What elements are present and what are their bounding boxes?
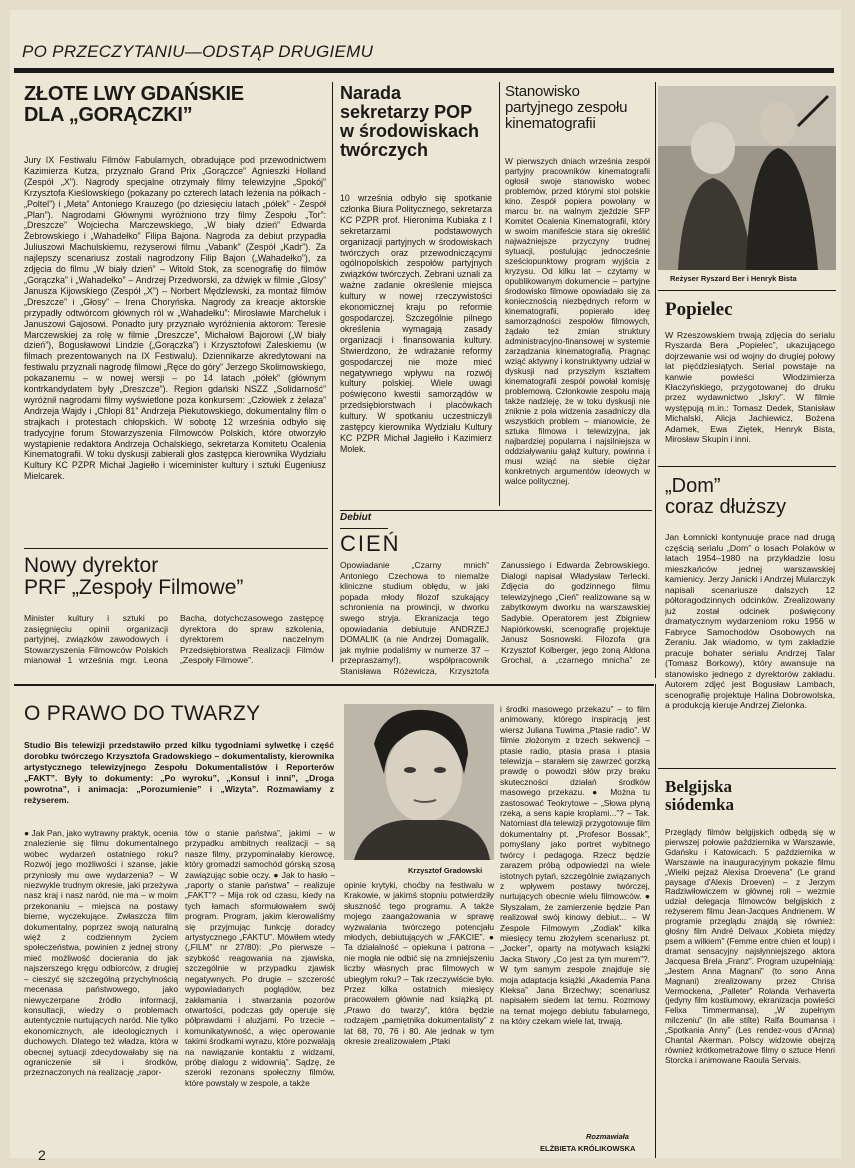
stanowisko-title: Stanowisko partyjnego zespołu kinematografii [505, 83, 628, 132]
zlote-lwy-title [24, 84, 314, 126]
stanowisko-text: W pierwszych dniach września zespół partyjny pracowników kinematografii ogłosił swoje stanowisko wobec problemów, przed którymi stoi polskie kino. Zespół popiera powołany w marcu br. na walnym zjeździe SFP Komitet Ocalenia Kinematografii, który w swoim manifeście stara się określić najważniejsze przyczyny trudnej sytuacji, postulując jednocześnie sześciopunktowy program wyjścia z kryzysu. Od kilku lat – czytamy w opublikowanym dokumencie – partyjne środowisko filmowe opowiadało się za koniecznością niezbędnych reform w kinematografii, popierało ideę samorządności zespołów filmowych, żądało też zmian struktury administracyjno-finansowej w systemie zarządzania kinematografią. Pragnąc wziąć aktywny i konstruktywny udział w dyskusji nad przyszłym kształtem kinematografii zespół powołał komisję problemową. Członkowie zespołu mają także nadzieję, że w toku dyskusji nie zniknie z pola widzenia zasadniczy dla wszystkich problem – mianowicie, że sztuka filmowa i telewizyjna, jak najbardziej popularna i najsilniejsza w oddziaływaniu gałąź kultury, powinna i musi wziąć na siebie ciężar konkretnych argumentów ideowych w walce politycznej. [505, 156, 650, 486]
dom-text: Jan Łomnicki kontynuuje prace nad drugą częścią serialu „Dom” o losach Polaków w latach 1954–1980 na przykładzie losu mieszkańców jednej warszawskiej kamienicy. Jerzy Janicki i Andrzej Mularczyk napisali scenariusze dalszych 12 półtoragodzinnych odcinków. Zrealizowany już został odcinek poświęcony dramatycznym wydarzeniom roku 1956 w Fabryce Samochodów Osobowych na Żeraniu. Jak wiadomo, w tym zakładzie pracuje bohater serialu Andrzej Talar (Tomasz Borkowy), który awansuje na stanowisko jednego z dyrektorów zakładu. Autorem zdjęć jest Bogusław Lambach, scenografię projektuje Halina Dobrowolska, a produkcją kieruje Andrzej Zielonka. [665, 532, 835, 710]
popielec-text: W Rzeszowskiem trwają zdjęcia do serialu Ryszarda Bera „Popielec”, ukazującego dojrzewanie wsi od wojny do drugiej połowy lat pięćdziesiątych. Serial powstaje na kanwie powieści Włodzimierza Kłaczyńskiego, przygotowanej do druku przez wydawnictwo „Iskry”. W filmie występują m.in.: Tomasz Dedek, Stanisław Michalski, Alicja Jachiewicz, Bożena Adamek, Ewa Ziętek, Henryk Bista, Mirosław Skupin i inni. [665, 330, 835, 445]
zlote-lwy-title-line2: DLA „GORĄCZKI” [24, 104, 193, 126]
column-rule-1 [332, 82, 333, 662]
nowy-dyrektor-title-line1: Nowy dyrektor [24, 554, 159, 577]
zlote-lwy-text: Jury IX Festiwalu Filmów Fabularnych, obradujące pod przewodnictwem Kazimierza Kutza, przyznało Grand Prix „Gorączce” Agnieszki Holland (Zespół „X”). Nagrody specjalne otrzymały filmy telewizyjne „Spokój” Krzysztofa Kieślowskiego (pokazany po czterech latach leżenia na półkach - „Poltel”) i „Meta” Antoniego Krauzego (po dziesięciu latach „półek” - Zespół „Plan”). Nagrodami Głównymi wyróżniono trzy filmy Zespołu „Tor”: „Dreszcze” Wojciecha Marczewskiego, „W biały dzień” Edwarda Żebrowskiego i „Wahadełko” Filipa Bajona. Nagroda za debiut przypadła Juliuszowi Machulskiemu, reżyserowi filmu „Vabank” (Zespół „Kadr”). Za najlepszy scenariusz zostali nagrodzony Filip Bajon („Wahadełko”), za zdjęcia do filmu „W biały dzień” – Witold Stok, za scenografię do filmów „Gorączka” i „Wahadełko” – Andrzej Przedworski, za dźwięk w filmie „Glosy” Janusza Kijowskiego (Zespół „X”) – Norbert Mędzlewski, za montaż filmów „Dreszcze” i „Głosy” – Irena Choryńska. Nagrody za kreacje aktorskie przypadły odtwórcom głównych ról w „Wahadełku”: Mirosławie Marcheluk i Januszowi Gajosowi. Ponadto jury przyznało wyróżnienia aktorom: Teresie Marczewskiej za rolę w filmie „Dreszcze”, Michałowi Bajorowi („W biały dzień”), Bogusławowi Lindzie („Gorączka”) i Krzysztofowi Zaleskiemu (w filmach prezentowanych na IX Festiwalu). Dziennikarze akredytowani na festiwalu przyznali nagrodę filmowi „Ręce do góry” Jerzego Skolimowskiego, pokazanemu – w nowej wersji – po 14 latach „półek” (głównym kontrkandydatem były „Dreszcze”). Region gdański NSZZ „Solidarność” wyróżnił nagrodami filmy wyświetlone poza konkursem: „Człowiek z żelaza” Andrzeja Wajdy i „Chłopi 81” Andrzeja Piekutowskiego, dokumentalny film o strajkach i protestach chłopskich. W sobotę 12 września odbyło się tradycyjne forum Stowarzyszenia Filmowców Polskich, które otworzyło wystąpienie redaktora Andrzeja Ochalskiego, sekretarza Komitetu Ocalenia Kinematografii. W toku dyskusji zabierali głos zastępca kierownika Wydziału Kultury KC PZPR Michał Jagiełło i wiceminister kultury i sztuki Eugeniusz Mielcarek. [24, 155, 326, 482]
dom-title-line2: coraz dłuższy [665, 496, 787, 518]
belgijska-title-line1: Belgijska [665, 777, 733, 796]
signature-label: Rozmawiała [586, 1132, 629, 1141]
prawo-lead: Studio Bis telewizji przedstawiło przed kilku tygodniami sylwetkę i część dorobku twórczego Krzysztofa Gradowskiego – dokumentalisty, kierownika artystycznego telewizyjnego Zespołu Dokumentalistów i Reporterów „FAKT”. Były to dokumenty: „Po wyroku”, „Konsul i inni”, „Droga powrotna”, i animacja: „Porozumienie” i „Wizyta”. Rozmawiamy z reżyserem. [24, 740, 334, 805]
nowy-dyrektor-text: Minister kultury i sztuki po zasięgnięciu opinii organizacji partyjnej, związków zawodowych i Stowarzyszenia Filmowców Polskich mianował 1 września mgr. Leona Bacha, dotychczasowego zastępcę dyrektora do spraw szkolenia, dyrektorem naczelnym Przedsiębiorstwa Realizacji Filmów „Zespoły Filmowe”. [24, 613, 324, 666]
dom-title-line1: „Dom” [665, 475, 721, 497]
header-rule [14, 68, 834, 73]
page-frame [10, 10, 841, 1163]
photo-director-and-actor [658, 86, 836, 270]
debiut-label-rule [340, 528, 388, 529]
prawo-column-3: opinie krytyki, choćby na festiwalu w Krakowie, w jakimś stopniu potwierdziły słuszność tego programu. A także mojego zaangażowania w sprawę wyzwalania twórczego potencjału młodych, debiutujących w „FAKCIE”. ● Ta działalność – opiekuna i patrona – nie mogła nie odbić się na zmniejszeniu liczby własnych prac filmowych w ubiegłym roku? – Tak rzeczywiście było. Przez kilka ostatnich miesięcy pracowałem głównie nad książką pt. „Prawo do twarzy”, która będzie rodzajem „pamiętnika dokumentalisty” z lat 68, 70, 76 i 80. Ale jednak w tym okresie zrealizowałem „Ptaki [344, 880, 494, 1047]
photo-krzysztof-gradowski [344, 704, 494, 860]
dom-rule [658, 768, 836, 769]
belgijska-title-line2: siódemka [665, 794, 734, 814]
narada-title: Narada sekretarzy POP w środowiskach twórczych [340, 83, 480, 160]
bottom-section-rule [14, 684, 654, 686]
belgijska-title [665, 778, 835, 814]
photo-director-and-actor-image [658, 86, 836, 270]
popielec-title: Popielec [665, 299, 733, 320]
photo-caption-top: Reżyser Ryszard Ber i Henryk Bista [670, 274, 797, 283]
caption-rule [658, 290, 836, 291]
portrait-image [344, 704, 494, 860]
prawo-title: O PRAWO DO TWARZY [24, 702, 261, 725]
debiut-text: Opowiadanie „Czarny mnich” Antoniego Czechowa to niemalże kliniczne studium obłędu, w jaki popada młody filozof szukający schronienia na prowincji, w dworku swego stryja. Ekranizacja tego opowiadania debiutuje ANDRZEJ DOMALIK (a nie Andrzej Domagalik, jak mylnie podaliśmy w numerze 37 – przepraszamy!), współpracownik Stanisława Różewicza, Krzysztofa Zanussiego i Edwarda Żebrowskiego. Dialogi napisał Władysław Terlecki. Zdjęcia do godzinnego filmu telewizyjnego „Cień” realizowane są w zabytkowym dworku na warszawskiej Sadybie. Operatorem jest Zbigniew Napiórkowski, scenografię projektuje Janusz Sosnowski. Filozofa gra Krzysztof Kolberger, jego żoną Aldona Grochal, a „czarnego mnicha” ze [340, 560, 650, 676]
prawo-column-1: ● Jak Pan, jako wytrawny praktyk, ocenia znalezienie się filmu dokumentalnego wobec wydarzeń ostatniego roku? Rozwój jego możliwości i szanse, jakie przyniosły mu owe wydarzenia? – W niezwykle trudnym okresie, jaki przeżywa nasz kraj i nasz naród, nie ma – w moim przekonaniu – miejsca na postawy bierne, wyczekujące. Zwłaszcza film dokumentalny, poprzez swoją naturalną więź z codziennym życiem społeczeństwa, powinien z jednej strony mieć możliwość docierania do jak najszerszego kręgu odbiorców, z drugiej – cieszyć się szczególną przychylnością mecenasa państwowego, jako niewyczerpane źródło informacji, konsultacji, wiedzy o problemach autentycznie nurtujących naród. Nie tylko ekonomicznych, ale ideologicznych i duchowych. Dlatego też władza, która w obecnej sytuacji zdecydowałaby się na ograniczenie sił i środków, przeznaczonych na realizację „rapor- [24, 828, 178, 1078]
dom-title [665, 476, 835, 518]
nowy-dyrektor-title [24, 555, 328, 599]
signature-name: ELŻBIETA KRÓLIKOWSKA [540, 1144, 636, 1153]
debiut-label: Debiut [340, 512, 372, 523]
page-number: 2 [38, 1147, 46, 1163]
nowy-dyrektor-rule-top [24, 548, 328, 549]
column-rule-3 [655, 82, 656, 678]
column-rule-2 [499, 82, 500, 506]
photo-caption-gradowski: Krzysztof Gradowski [408, 866, 483, 875]
column-rule-bottom-right [655, 684, 656, 1158]
debiut-rule-top [340, 510, 652, 511]
debiut-title: CIEŃ [340, 531, 401, 556]
nowy-dyrektor-title-line2: PRF „Zespoły Filmowe” [24, 576, 244, 600]
belgijska-text: Przeglądy filmów belgijskich odbędą się w pierwszej połowie października w Warszawie, Gdańsku i Katowicach. 5 października w Warszawie na inauguracyjnym pokazie filmu „Wielki pejzaż Alexisa Droevena” (Le grand paysage d'Alexis Droeven) – z Jerzym Radziwiłowiczem w głównej roli – wezmie udział delegacja filmowców belgijskich z reżyserem filmu Jean-Jacques Andrienem. W programie przeglądu znajdą się również: głośny film André Delvaux „Kobieta między psem a wilkiem” (Femme entre chien et loup) i dramat sensacyjny najsłynniejszego aktora Jacquesa Brela „Franz”. Program uzupełniają: „Jestem Anna Magnani” (to sono Anna Magnani) zrealizowany przez Chrisa Vermockena, „Palleter” Rolanda Verhaverta (jedyny film kostiumowy, ekranizacja powieści Felixa Timmermansa), „W zupełnym milczeniu” (In alle stilte) Ralfa Boumansa i „Spotkania Anny” (Les rendez-vous d'Anna) Chantal Akerman. Polscy widzowie obejrzą również krótkometrażowe filmy o sztuce Henri Storcka i animowane Raoula Servais. [665, 828, 835, 1065]
prawo-column-2: tów o stanie państwa”, jakimi – w przypadku ambitnych realizacji – są nasze filmy, przypominałaby kierowcę, który gromadzi samochód górską szosą zawiązując sobie oczy. ● Jak to hasło – „raporty o stanie państwa” – realizuje „FAKT”? – Mija rok od czasu, kiedy na tych łamach sformułowałem swój program. Program, jakim kierowaliśmy się przyjmując funkcję doradcy artystycznego „FAKTU”. Mówiłem wtedy („FILM” nr 27/80): „Po pierwsze – szybkość reagowania na zjawiska, szczególnie w przypadku zjawisk negatywnych. Po drugie – szczerość wypowiadanych poglądów, bez zakłamania i stwarzania pozorów otwartości, podczas gdy operuje się półprawdami i aluzjami. Po trzecie – komunikatywność, a więc operowanie takimi środkami wyrazu, które pozwalają na nawiązanie kontaktu z widzami, próbę dialogu z widownią”. Sądzę, że szeroki rezonans społeczny filmów, które powstały w zespole, a także [185, 828, 335, 1088]
popielec-rule [658, 466, 836, 467]
prawo-column-4: i środki masowego przekazu” – to film animowany, którego inspiracją jest wiersz Juliana Tuwima „Ptasie radio”. W filmie złożonym z trzech sekwencji – ptasie radio, ptasia prasa i ptasia telewizja – starałem się zawrzeć gorzką prawdę o powodzi słów przy braku skuteczności działań środków masowego przekazu. ● Można tu zastosować Teokrytowe – „Słowa płyną rzeką, a sens kapie kroplami...”? – Tak. Natomiast dla telewizji przygotowuje film dokumentalny pt. „Profesor Bossak”, pomyślany jako portret wybitnego twórcy i pedagoga. Rzecz będzie zarazem próbą odpowiedzi na wiele istotnych pytań, szczególnie związanych z wpływem postawy twórczej, nurtujących obecnie wielu filmowców. ● Słyszałam, że zamierzenie będzie Pan realizował swój kinowy debiut... – W Zespole Filmowym „Zodiak” kilka miesięcy temu złożyłem scenariusz pt. „Jocker”, oparty na motywach książki Jacka Stwory „Co jest za tym murem”?. W tym samym zespole znajduje się moja adaptacja książki „Akademia Pana Kleksa” Jana Brzechwy; scenariusz napisałem siedem lat temu. Rozmowy na temat mojego debiutu fabularnego, na który czekam wiele lat, trwają. [500, 704, 650, 1027]
zlote-lwy-title-line1: ZŁOTE LWY GDAŃSKIE [24, 83, 244, 105]
section-title: PO PRZECZYTANIU—ODSTĄP DRUGIEMU [22, 42, 374, 61]
narada-text: 10 września odbyło się spotkanie członka Biura Politycznego, sekretarza KC PZPR prof. Hieronima Kubiaka z I sekretarzami podstawowych organizacji partyjnych w środowiskach twórczych oraz przewodniczącymi ogólnopolskich zespołów partyjnych związków twórczych. Zebrani uznali za ważne zadanie określenie miejsca kultury w nowej rzeczywistości ekonomicznej kraju po reformie gospodarczej. Szczególnie pilnego określenia wymagają zasady organizacji i finansowania kultury. Stwierdzono, że wdrażanie reformy gospodarczej nie może mieć negatywnego wpływu na rozwój kultury polskiej. Wiele uwagi poświęcono kwestii samorządów w przedsiębiorstwach i placówkach kultury. W spotkaniu uczestniczyli zastępcy kierownika Wydziału Kultury KC PZPR Michał Jagiełło i Kazimierz Molek. [340, 193, 492, 454]
